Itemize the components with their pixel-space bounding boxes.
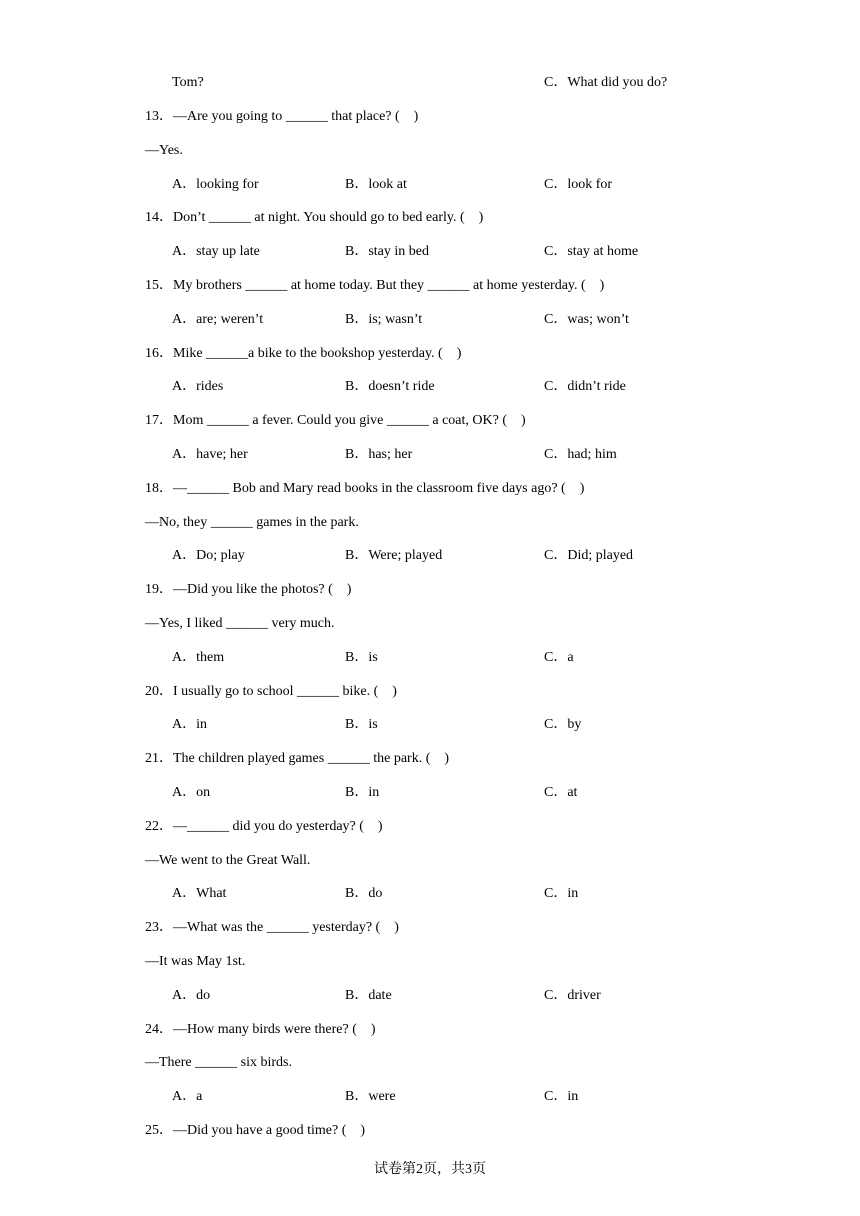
- option-a: A．on: [172, 785, 211, 800]
- option-c: C．didn’t ride: [544, 379, 626, 394]
- question-stem: 18．—______ Bob and Mary read books in the classroom five days ago? ( ): [145, 481, 585, 496]
- option-c: C．a: [544, 650, 574, 665]
- options-row: [0, 177, 860, 193]
- options-row: [0, 886, 860, 902]
- continuation-row: [0, 75, 860, 91]
- option-a: A．rides: [172, 379, 224, 394]
- options-row: [0, 379, 860, 395]
- answer-line: —It was May 1st.: [145, 954, 246, 969]
- option-c: C．Did; played: [544, 548, 634, 563]
- options-row: [0, 717, 860, 733]
- option-c: C．driver: [544, 988, 601, 1003]
- question-stem: 22．—______ did you do yesterday? ( ): [145, 819, 383, 834]
- option-b: B．do: [345, 886, 383, 901]
- option-b: B．were: [345, 1089, 396, 1104]
- option-a: A．looking for: [172, 177, 259, 192]
- option-c: C．had; him: [544, 447, 617, 462]
- answer-line: —We went to the Great Wall.: [145, 853, 311, 868]
- option-b: B．look at: [345, 177, 407, 192]
- options-row: [0, 785, 860, 801]
- option-c: C．What did you do?: [544, 75, 668, 90]
- question-stem-continuation: Tom?: [172, 75, 204, 90]
- option-a: A．have; her: [172, 447, 248, 462]
- question-stem: 16．Mike ______a bike to the bookshop yesterday. ( ): [145, 346, 462, 361]
- option-a: A．What: [172, 886, 227, 901]
- option-a: A．them: [172, 650, 225, 665]
- option-c: C．by: [544, 717, 582, 732]
- option-b: B．in: [345, 785, 380, 800]
- options-row: [0, 1089, 860, 1105]
- answer-line: —Yes.: [145, 143, 183, 158]
- options-row: [0, 548, 860, 564]
- option-a: A．in: [172, 717, 207, 732]
- options-row: [0, 447, 860, 463]
- options-row: [0, 650, 860, 666]
- option-b: B．doesn’t ride: [345, 379, 435, 394]
- option-b: B．is; wasn’t: [345, 312, 423, 327]
- question-stem: 13．—Are you going to ______ that place? ( ): [145, 109, 419, 124]
- answer-line: —No, they ______ games in the park.: [145, 515, 359, 530]
- option-a: A．are; weren’t: [172, 312, 264, 327]
- option-c: C．look for: [544, 177, 613, 192]
- options-row: [0, 988, 860, 1004]
- option-c: C．stay at home: [544, 244, 639, 259]
- option-b: B．Were; played: [345, 548, 443, 563]
- option-a: A．do: [172, 988, 211, 1003]
- question-stem: 23．—What was the ______ yesterday? ( ): [145, 920, 399, 935]
- question-stem: 24．—How many birds were there? ( ): [145, 1022, 376, 1037]
- options-row: [0, 244, 860, 260]
- question-stem: 20．I usually go to school ______ bike. ( ): [145, 684, 397, 699]
- answer-line: —Yes, I liked ______ very much.: [145, 616, 335, 631]
- question-stem: 21．The children played games ______ the park. ( ): [145, 751, 450, 766]
- options-row: [0, 312, 860, 328]
- option-a: A．a: [172, 1089, 203, 1104]
- question-stem: 15．My brothers ______ at home today. But they ______ at home yesterday. ( ): [145, 278, 605, 293]
- question-stem: 17．Mom ______ a fever. Could you give ______ a coat, OK? ( ): [145, 413, 526, 428]
- option-c: C．in: [544, 886, 579, 901]
- option-b: B．date: [345, 988, 392, 1003]
- option-c: C．was; won’t: [544, 312, 629, 327]
- question-stem: 19．—Did you like the photos? ( ): [145, 582, 352, 597]
- option-a: A．stay up late: [172, 244, 260, 259]
- question-stem: 25．—Did you have a good time? ( ): [145, 1123, 366, 1138]
- option-c: C．in: [544, 1089, 579, 1104]
- page-footer: 试卷第2页，共3页: [374, 1162, 486, 1177]
- option-b: B．stay in bed: [345, 244, 429, 259]
- question-stem: 14．Don’t ______ at night. You should go to bed early. ( ): [145, 210, 484, 225]
- option-b: B．has; her: [345, 447, 413, 462]
- option-b: B．is: [345, 650, 378, 665]
- answer-line: —There ______ six birds.: [145, 1055, 292, 1070]
- option-a: A．Do; play: [172, 548, 245, 563]
- option-c: C．at: [544, 785, 578, 800]
- option-b: B．is: [345, 717, 378, 732]
